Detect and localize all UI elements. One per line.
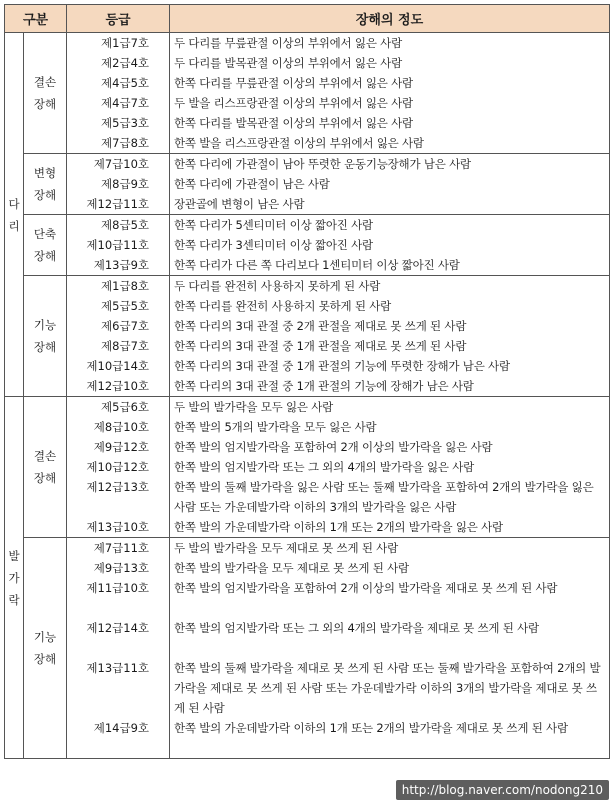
grade-value: 제10급11호 [86, 238, 149, 252]
degree-text: 한쪽 다리가 3센티미터 이상 짧아진 사람 [174, 238, 373, 252]
table-body [5, 33, 610, 759]
degree-text: 한쪽 다리의 3대 관절 중 1개 관절을 제대로 못 쓰게 된 사람 [174, 339, 467, 353]
degree-text: 한쪽 다리의 3대 관절 중 1개 관절의 기능에 장해가 남은 사람 [174, 379, 474, 393]
grade-value: 제5급5호 [101, 299, 149, 313]
grade-value: 제13급10호 [86, 520, 149, 534]
grade-value: 제7급11호 [93, 541, 149, 555]
subcategory-label: 변형 장해 [33, 166, 57, 202]
subcategory-label: 기능 장해 [33, 630, 57, 666]
degree-text: 한쪽 발의 가운데발가락 이하의 1개 또는 2개의 발가락을 잃은 사람 [174, 520, 503, 534]
grade-cell [67, 276, 170, 397]
grade-value: 제5급6호 [101, 400, 149, 414]
grade-value: 제12급10호 [86, 379, 149, 393]
grade-value: 제8급7호 [101, 339, 149, 353]
degree-text: 한쪽 발을 리스프랑관절 이상의 부위에서 잃은 사람 [174, 136, 424, 150]
category-cell [5, 33, 24, 397]
degree-text: 한쪽 다리의 3대 관절 중 2개 관절을 제대로 못 쓰게 된 사람 [174, 319, 467, 333]
description-cell [170, 397, 610, 538]
degree-text: 한쪽 발의 엄지발가락을 포함하여 2개 이상의 발가락을 제대로 못 쓰게 된 사람 [174, 581, 558, 595]
grade-value: 제6급7호 [101, 319, 149, 333]
grade-cell [67, 538, 170, 759]
table-row [5, 154, 610, 215]
grade-value: 제4급5호 [101, 76, 149, 90]
degree-text: 두 발을 리스프랑관절 이상의 부위에서 잃은 사람 [174, 96, 413, 110]
degree-text: 한쪽 다리에 가관절이 남은 사람 [174, 177, 330, 191]
degree-text: 한쪽 발의 엄지발가락 또는 그 외의 4개의 발가락을 제대로 못 쓰게 된 사람 [174, 621, 539, 635]
grade-value: 제1급7호 [101, 36, 149, 50]
degree-text: 한쪽 발의 5개의 발가락을 모두 잃은 사람 [174, 420, 377, 434]
degree-text: 두 다리를 무릎관절 이상의 부위에서 잃은 사람 [174, 36, 403, 50]
degree-text: 한쪽 다리를 발목관절 이상의 부위에서 잃은 사람 [174, 116, 413, 130]
subcategory-cell [24, 397, 67, 538]
subcategory-label: 결손 장해 [33, 75, 57, 111]
subcategory-label: 결손 장해 [33, 449, 57, 485]
degree-text: 한쪽 발의 엄지발가락을 포함하여 2개 이상의 발가락을 잃은 사람 [174, 440, 493, 454]
grade-value: 제8급10호 [93, 420, 149, 434]
table-header-row [5, 5, 610, 33]
grade-value: 제10급14호 [86, 359, 149, 373]
grade-value: 제7급8호 [101, 136, 149, 150]
grade-value: 제11급10호 [86, 581, 149, 595]
degree-text: 한쪽 발의 가운데발가락 이하의 1개 또는 2개의 발가락을 제대로 못 쓰게 된 사람 [174, 721, 568, 735]
header-degree: 장해의 정도 [170, 5, 610, 33]
grade-value: 제9급13호 [93, 561, 149, 575]
grade-value: 제12급11호 [86, 197, 149, 211]
grade-cell [67, 154, 170, 215]
degree-text: 한쪽 발의 엄지발가락 또는 그 외의 4개의 발가락을 잃은 사람 [174, 460, 475, 474]
grade-value: 제12급13호 [86, 480, 149, 494]
grade-value: 제9급12호 [93, 440, 149, 454]
grade-cell [67, 397, 170, 538]
grade-value: 제7급10호 [93, 157, 149, 171]
grade-value: 제13급11호 [86, 661, 149, 675]
grade-value: 제13급9호 [93, 258, 149, 272]
grade-value: 제14급9호 [93, 721, 149, 735]
subcategory-label: 단축 장해 [33, 227, 57, 263]
degree-text: 한쪽 발의 발가락을 모두 제대로 못 쓰게 된 사람 [174, 561, 409, 575]
description-cell [170, 215, 610, 276]
degree-text: 두 발의 발가락을 모두 잃은 사람 [174, 400, 334, 414]
table-row [5, 397, 610, 538]
header-grade: 등급 [67, 5, 170, 33]
degree-text: 한쪽 다리의 3대 관절 중 1개 관절의 기능에 뚜렷한 장해가 남은 사람 [174, 359, 510, 373]
header-category: 구분 [5, 5, 67, 33]
grade-cell [67, 215, 170, 276]
category-label: 발 가 락 [8, 548, 20, 607]
disability-table [4, 4, 610, 759]
degree-text: 한쪽 다리를 완전히 사용하지 못하게 된 사람 [174, 299, 392, 313]
grade-value: 제2급4호 [101, 56, 149, 70]
grade-value: 제5급3호 [101, 116, 149, 130]
category-label: 다 리 [8, 196, 20, 233]
degree-text: 두 다리를 완전히 사용하지 못하게 된 사람 [174, 279, 381, 293]
grade-value: 제8급5호 [101, 218, 149, 232]
subcategory-cell [24, 33, 67, 154]
subcategory-cell [24, 154, 67, 215]
grade-value: 제1급8호 [101, 279, 149, 293]
degree-text: 한쪽 다리가 5센티미터 이상 짧아진 사람 [174, 218, 373, 232]
table-row [5, 33, 610, 154]
watermark-url: http://blog.naver.com/nodong210 [396, 780, 609, 800]
degree-text: 두 발의 발가락을 모두 제대로 못 쓰게 된 사람 [174, 541, 399, 555]
table-row [5, 538, 610, 759]
grade-value: 제4급7호 [101, 96, 149, 110]
grade-value: 제10급12호 [86, 460, 149, 474]
degree-text: 한쪽 발의 둘째 발가락을 잃은 사람 또는 둘째 발가락을 포함하여 2개의 발가락을 잃은 사람 또는 가운데발가락 이하의 3개의 발가락을 잃은 사람 [174, 480, 594, 514]
grade-cell [67, 33, 170, 154]
grade-value: 제8급9호 [101, 177, 149, 191]
description-cell [170, 154, 610, 215]
description-cell [170, 538, 610, 759]
degree-text: 한쪽 다리를 무릎관절 이상의 부위에서 잃은 사람 [174, 76, 413, 90]
table-row [5, 215, 610, 276]
category-cell [5, 397, 24, 759]
description-cell [170, 33, 610, 154]
subcategory-cell [24, 276, 67, 397]
degree-text: 한쪽 다리가 다른 쪽 다리보다 1센티미터 이상 짧아진 사람 [174, 258, 460, 272]
degree-text: 장관골에 변형이 남은 사람 [174, 197, 305, 211]
grade-value: 제12급14호 [86, 621, 149, 635]
subcategory-cell [24, 538, 67, 759]
subcategory-label: 기능 장해 [33, 318, 57, 354]
degree-text: 한쪽 발의 둘째 발가락을 제대로 못 쓰게 된 사람 또는 둘째 발가락을 포함하여 2개의 발가락을 제대로 못 쓰게 된 사람 또는 가운데발가락 이하의 3개의 발가락을 제대로 못 쓰게 된 사람 [174, 661, 601, 715]
table-row [5, 276, 610, 397]
degree-text: 한쪽 다리에 가관절이 남아 뚜렷한 운동기능장해가 남은 사람 [174, 157, 471, 171]
subcategory-cell [24, 215, 67, 276]
degree-text: 두 다리를 발목관절 이상의 부위에서 잃은 사람 [174, 56, 403, 70]
description-cell [170, 276, 610, 397]
